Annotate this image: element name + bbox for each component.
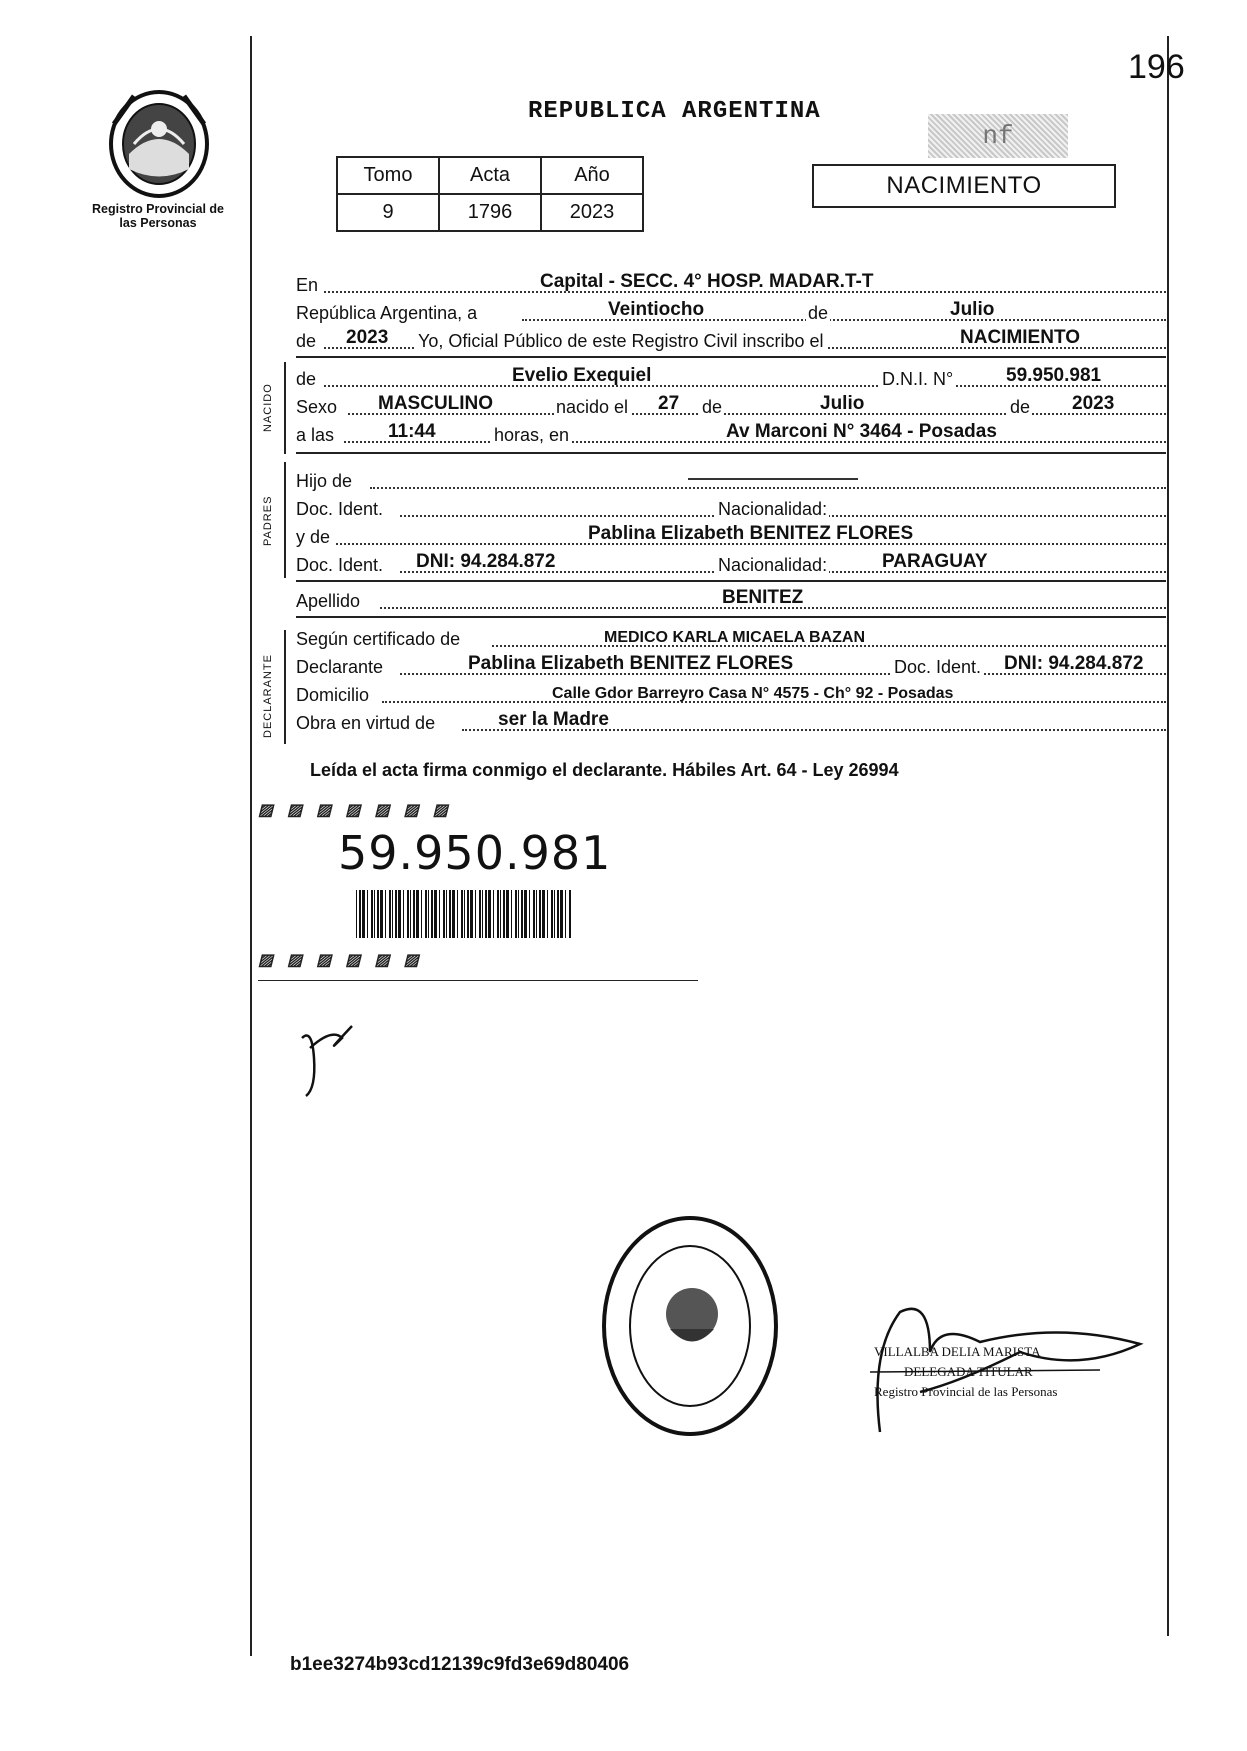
row-en bbox=[296, 270, 1166, 298]
row-domicilio bbox=[296, 680, 1166, 708]
de-label: de bbox=[808, 303, 829, 323]
barcode-bar bbox=[479, 890, 481, 938]
doc-label: Doc. Ident. bbox=[894, 657, 982, 677]
tomo-header: Tomo bbox=[337, 157, 439, 194]
barcode-bar bbox=[457, 890, 458, 938]
signatory-name: VILLALBA DELIA MARISTA bbox=[874, 1344, 1041, 1359]
barcode-bar bbox=[446, 890, 447, 938]
province-crest-logo bbox=[104, 84, 214, 202]
barcode-bar bbox=[470, 890, 473, 938]
row-hijo bbox=[296, 466, 1166, 494]
barcode-bar bbox=[434, 890, 437, 938]
barcode-bar bbox=[524, 890, 527, 938]
row-hora bbox=[296, 420, 1166, 448]
signatory-block bbox=[874, 1342, 1057, 1402]
barcode-bar bbox=[547, 890, 548, 938]
domicilio-label: Domicilio bbox=[296, 685, 370, 705]
obra-label: Obra en virtud de bbox=[296, 713, 436, 733]
barcode-bar bbox=[449, 890, 451, 938]
barcode-bar bbox=[569, 890, 571, 938]
registration-year: 2023 bbox=[346, 327, 389, 348]
act-type-box: NACIMIENTO bbox=[812, 164, 1116, 208]
barcode-bar bbox=[439, 890, 440, 938]
barcode-bar bbox=[506, 890, 509, 938]
declarant-relation: ser la Madre bbox=[498, 709, 609, 730]
registration-month: Julio bbox=[950, 299, 995, 320]
barcode-bar bbox=[403, 890, 404, 938]
doc-label: Doc. Ident. bbox=[296, 555, 384, 575]
birth-day: 27 bbox=[658, 393, 680, 414]
barcode-bar bbox=[421, 890, 422, 938]
nacido-label: nacido el bbox=[556, 397, 629, 417]
hijo-label: Hijo de bbox=[296, 471, 353, 491]
barcode-bar bbox=[416, 890, 419, 938]
barcode-bar bbox=[398, 890, 401, 938]
barcode-bar bbox=[565, 890, 566, 938]
mother-doc: DNI: 94.284.872 bbox=[416, 551, 556, 572]
acta-value: 1796 bbox=[439, 194, 541, 231]
barcode-bar bbox=[392, 890, 393, 938]
barcode-bar bbox=[371, 890, 373, 938]
barcode-bar bbox=[467, 890, 469, 938]
anio-header: Año bbox=[541, 157, 643, 194]
barcode-bar bbox=[425, 890, 427, 938]
barcode-bar bbox=[539, 890, 541, 938]
doc-label: Doc. Ident. bbox=[296, 499, 384, 519]
anio-value: 2023 bbox=[541, 194, 643, 231]
horas-label: horas, en bbox=[494, 425, 570, 445]
apellido-label: Apellido bbox=[296, 591, 361, 611]
barcode-bar bbox=[362, 890, 365, 938]
certificate-issuer: MEDICO KARLA MICAELA BAZAN bbox=[604, 629, 866, 646]
declarant-doc: DNI: 94.284.872 bbox=[1004, 653, 1144, 674]
child-sex: MASCULINO bbox=[378, 393, 494, 414]
blank-dash bbox=[688, 478, 858, 480]
barcode-bar bbox=[377, 890, 379, 938]
row-madre bbox=[296, 522, 1166, 550]
child-dni: 59.950.981 bbox=[1006, 365, 1102, 386]
padres-section-label: PADRES bbox=[262, 495, 274, 546]
barcode-bar bbox=[380, 890, 383, 938]
surname: BENITEZ bbox=[722, 587, 804, 608]
republica-label: República Argentina, a bbox=[296, 303, 478, 323]
barcode-bar bbox=[410, 890, 411, 938]
signatory-registry: Registro Provincial de las Personas bbox=[874, 1384, 1058, 1399]
barcode-bar bbox=[536, 890, 537, 938]
yo-text: Yo, Oficial Público de este Registro Civil inscribo el bbox=[418, 331, 824, 351]
barcode-bar bbox=[529, 890, 530, 938]
left-margin-line bbox=[250, 36, 252, 1656]
barcode-bar bbox=[493, 890, 494, 938]
registration-act: NACIMIENTO bbox=[960, 327, 1080, 348]
country-title: REPUBLICA ARGENTINA bbox=[528, 98, 821, 125]
sexo-label: Sexo bbox=[296, 397, 338, 417]
barcode-bar bbox=[389, 890, 391, 938]
de-prefix: de bbox=[296, 331, 317, 351]
security-band-top: ▨▨▨▨▨▨▨ bbox=[258, 802, 462, 819]
row-year bbox=[296, 326, 1166, 354]
birth-place: Av Marconi N° 3464 - Posadas bbox=[726, 421, 997, 442]
declarant-name: Pablina Elizabeth BENITEZ FLORES bbox=[468, 653, 794, 674]
barcode-bar bbox=[367, 890, 368, 938]
barcode-bar bbox=[485, 890, 487, 938]
record-table bbox=[336, 156, 644, 232]
signatory-title: DELEGADA TITULAR bbox=[904, 1364, 1033, 1379]
barcode-bar bbox=[443, 890, 445, 938]
y-de-label: y de bbox=[296, 527, 331, 547]
birth-time: 11:44 bbox=[388, 421, 436, 442]
row-sexo bbox=[296, 392, 1166, 420]
row-doc-madre bbox=[296, 550, 1166, 578]
barcode-bar bbox=[431, 890, 433, 938]
barcode-bar bbox=[521, 890, 523, 938]
barcode-bar bbox=[464, 890, 465, 938]
page-number: 196 bbox=[1128, 48, 1185, 86]
row-apellido bbox=[296, 586, 1166, 614]
row-nacido-name bbox=[296, 364, 1166, 392]
barcode-bar bbox=[560, 890, 563, 938]
tomo-value: 9 bbox=[337, 194, 439, 231]
barcode-bar bbox=[407, 890, 409, 938]
child-name: Evelio Exequiel bbox=[512, 365, 652, 386]
de-label: de bbox=[1010, 397, 1031, 417]
declarant-address: Calle Gdor Barreyro Casa N° 4575 - Ch° 92 - Posadas bbox=[552, 685, 954, 702]
barcode-bar bbox=[475, 890, 476, 938]
row-doc-padre bbox=[296, 494, 1166, 522]
barcode-bar bbox=[461, 890, 463, 938]
declarante-section-label: DECLARANTE bbox=[262, 654, 274, 738]
de-label: de bbox=[702, 397, 723, 417]
birth-year: 2023 bbox=[1072, 393, 1115, 414]
barcode-bar bbox=[428, 890, 429, 938]
registration-place: Capital - SECC. 4° HOSP. MADAR.T-T bbox=[540, 271, 874, 292]
stamp-box: nf bbox=[928, 114, 1068, 158]
barcode-bar bbox=[542, 890, 545, 938]
barcode-bar bbox=[385, 890, 386, 938]
closing-statement: Leída el acta firma conmigo el declarante. Hábiles Art. 64 - Ley 26994 bbox=[310, 760, 899, 780]
mother-name: Pablina Elizabeth BENITEZ FLORES bbox=[588, 523, 914, 544]
barcode-bar bbox=[488, 890, 491, 938]
row-declarante bbox=[296, 652, 1166, 680]
nacionalidad-label: Nacionalidad: bbox=[718, 555, 828, 575]
barcode-bar bbox=[557, 890, 559, 938]
barcode-bar bbox=[413, 890, 415, 938]
en-label: En bbox=[296, 275, 319, 295]
certificado-label: Según certificado de bbox=[296, 629, 461, 649]
barcode bbox=[354, 890, 574, 938]
nacionalidad-label: Nacionalidad: bbox=[718, 499, 828, 519]
declarante-label: Declarante bbox=[296, 657, 384, 677]
dni-label: D.N.I. N° bbox=[882, 369, 954, 389]
barcode-bar bbox=[359, 890, 361, 938]
row-certificado bbox=[296, 624, 1166, 652]
a-las-label: a las bbox=[296, 425, 335, 445]
right-margin-line bbox=[1167, 36, 1169, 1636]
barcode-bar bbox=[497, 890, 499, 938]
barcode-bar bbox=[356, 890, 357, 938]
registration-day: Veintiocho bbox=[608, 299, 705, 320]
barcode-bar bbox=[503, 890, 505, 938]
nacido-section-label: NACIDO bbox=[262, 383, 274, 432]
barcode-bar bbox=[500, 890, 501, 938]
barcode-bar bbox=[511, 890, 512, 938]
barcode-bar bbox=[518, 890, 519, 938]
barcode-bar bbox=[374, 890, 375, 938]
de-label: de bbox=[296, 369, 317, 389]
official-seal bbox=[600, 1214, 780, 1438]
barcode-bar bbox=[554, 890, 555, 938]
security-band-bottom: ▨▨▨▨▨▨ bbox=[258, 952, 433, 969]
acta-header: Acta bbox=[439, 157, 541, 194]
row-republica bbox=[296, 298, 1166, 326]
initials-signature bbox=[292, 1018, 362, 1098]
birth-month: Julio bbox=[820, 393, 865, 414]
id-number: 59.950.981 bbox=[338, 826, 612, 880]
document-hash: b1ee3274b93cd12139c9fd3e69d80406 bbox=[290, 1654, 630, 1675]
barcode-bar bbox=[395, 890, 397, 938]
barcode-bar bbox=[551, 890, 553, 938]
row-obra bbox=[296, 708, 1166, 736]
barcode-bar bbox=[515, 890, 517, 938]
barcode-bar bbox=[482, 890, 483, 938]
barcode-bar bbox=[452, 890, 455, 938]
barcode-bar bbox=[533, 890, 535, 938]
registry-label: Registro Provincial de las Personas bbox=[92, 202, 224, 230]
mother-nationality: PARAGUAY bbox=[882, 551, 988, 572]
